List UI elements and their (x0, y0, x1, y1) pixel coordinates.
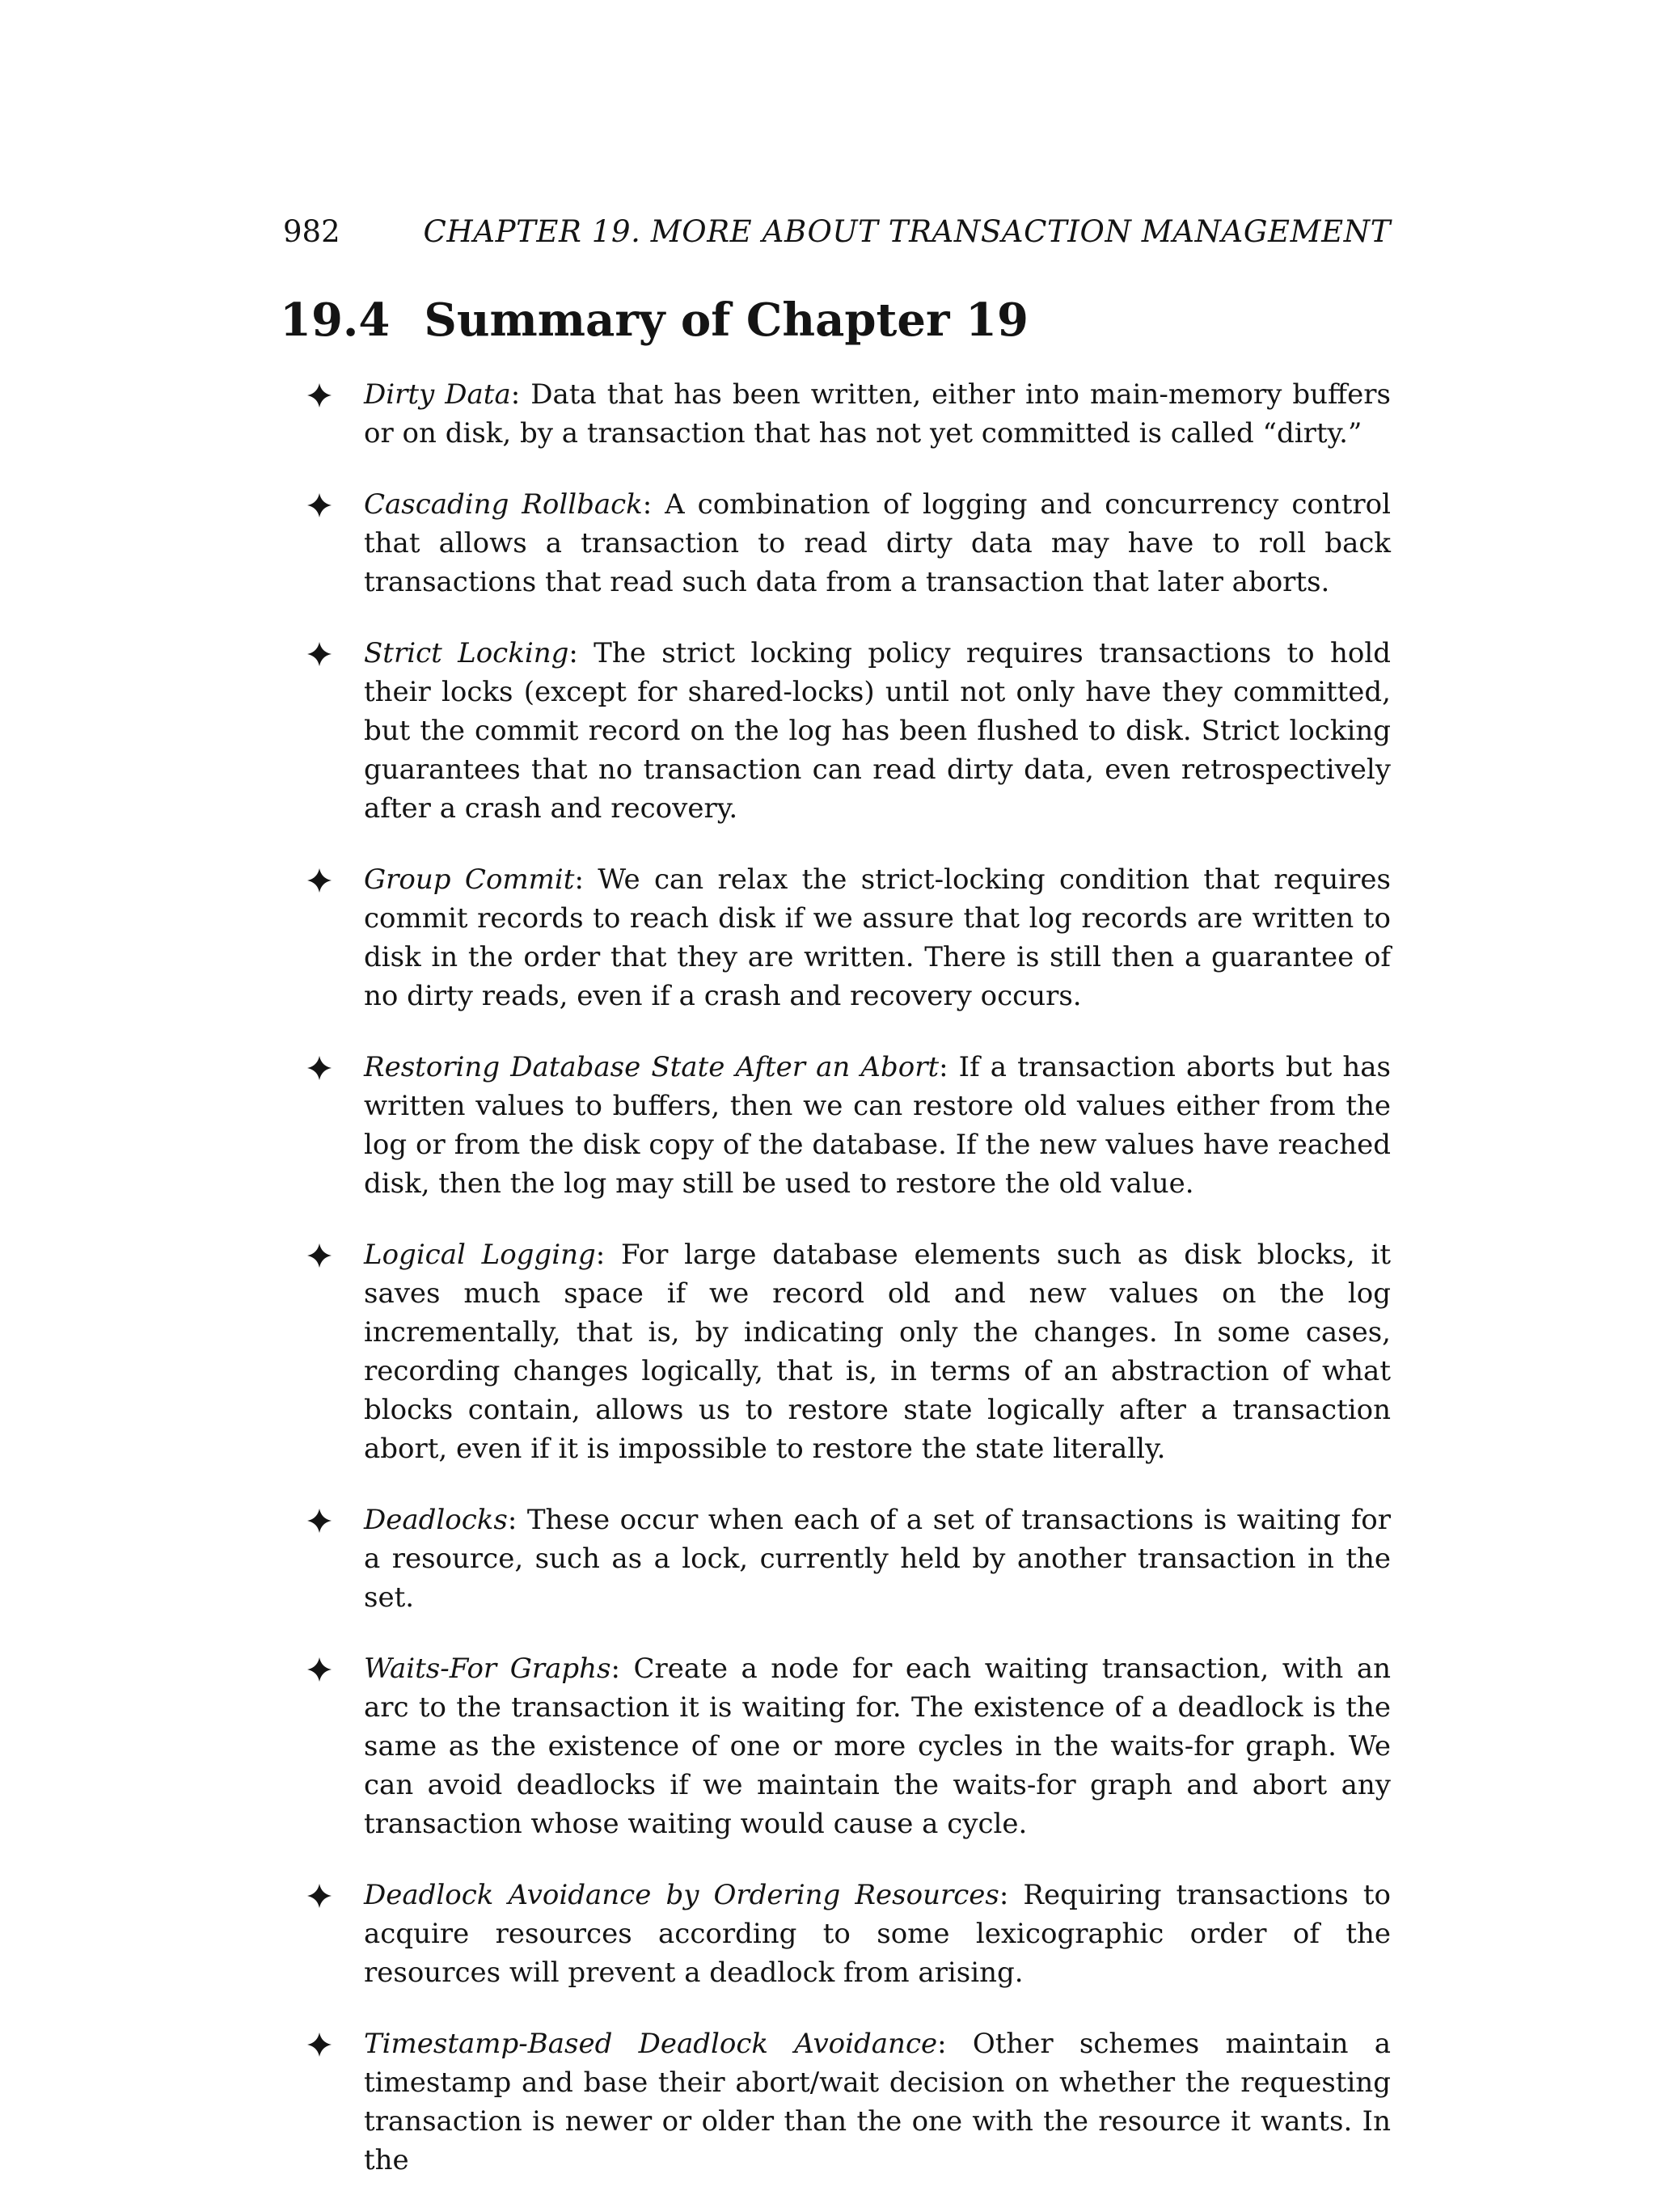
four-pointed-star-icon (307, 868, 332, 893)
item-term: Deadlock Avoidance by Ordering Resources (364, 1879, 999, 1911)
item-term: Cascading Rollback (364, 488, 643, 521)
item-term: Logical Logging (364, 1239, 596, 1271)
summary-item-waits-for-graphs: Waits-For Graphs: Create a node for each waiting transaction, with an arc to the transaction it is waiting for. The existence of a deadlock is the same as the existence of one or more cycles in the waits-for graph. We can avoid deadlocks if we maintain the waits-for graph and abort any transaction whose waiting would cause a cycle. (307, 1649, 1391, 1843)
item-text: A combination of logging and concurrency control that allows a transaction to read dirty data may have to roll back transactions that read such data from a transaction that later aborts. (364, 488, 1391, 598)
item-term: Strict Locking (364, 637, 569, 669)
summary-item-dirty-data: Dirty Data: Data that has been written, either into main-memory buffers or on disk, by a transaction that has not yet committed is called “dirty.” (307, 375, 1391, 453)
four-pointed-star-icon (307, 1243, 332, 1268)
page-number: 982 (283, 214, 340, 249)
item-text: Create a node for each waiting transaction, with an arc to the transaction it is waiting for. The existence of a deadlock is the same as the existence of one or more cycles in the waits-for graph. We can avoid deadlocks if we maintain the waits-for graph and abort any transaction whose waiting would cause a cycle. (364, 1653, 1391, 1840)
item-text: Data that has been written, either into main-memory buffers or on disk, by a transaction that has not yet committed is called “dirty.” (364, 378, 1392, 450)
item-text: Requiring transactions to acquire resources according to some lexicographic order of the resources will prevent a deadlock from arising. (364, 1879, 1391, 1989)
four-pointed-star-icon (307, 1056, 332, 1080)
four-pointed-star-icon (307, 383, 332, 407)
item-term: Waits-For Graphs (364, 1653, 611, 1685)
item-text: The strict locking policy requires transactions to hold their locks (except for shared-locks) until not only have they committed, but the commit record on the log has been flushed to disk. Strict locking guarantees that no transaction can read dirty data, even retrospectively after a crash and recovery. (364, 637, 1391, 825)
summary-item-deadlock-avoidance-ordering: Deadlock Avoidance by Ordering Resources: Requiring transactions to acquire resources according to some lexicographic order of the resources will prevent a deadlock from arising. (307, 1876, 1391, 1992)
four-pointed-star-icon (307, 2033, 332, 2057)
item-term: Timestamp-Based Deadlock Avoidance (364, 2028, 938, 2060)
summary-item-strict-locking: Strict Locking: The strict locking policy requires transactions to hold their locks (except for shared-locks) until not only have they committed, but the commit record on the log has been flushed to disk. Strict locking guarantees that no transaction can read dirty data, even retrospectively after a crash and recovery. (307, 634, 1391, 828)
summary-list (307, 375, 1391, 2212)
summary-item-logical-logging: Logical Logging: For large database elements such as disk blocks, it saves much space if we record old and new values on the log incrementally, that is, by indicating only the changes. In some cases, recording changes logically, that is, in terms of an abstraction of what blocks contain, allows us to restore state logically after a transaction abort, even if it is impossible to restore the state literally. (307, 1235, 1391, 1468)
section-title: Summary of Chapter 19 (424, 293, 1029, 347)
item-term: Dirty Data (364, 378, 511, 411)
four-pointed-star-icon (307, 1657, 332, 1682)
chapter-title: CHAPTER 19. MORE ABOUT TRANSACTION MANAGEMENT (423, 214, 1391, 249)
item-text: Other schemes maintain a timestamp and base their abort/wait decision on whether the requesting transaction is newer or older than the one with the resource it wants. In the (364, 2028, 1391, 2176)
item-text: We can relax the strict-locking condition that requires commit records to reach disk if we assure that log records are written to disk in the order that they are written. There is still then a guarantee of no dirty reads, even if a crash and recovery occurs. (364, 863, 1391, 1012)
item-term: Group Commit (364, 863, 575, 896)
item-text: These occur when each of a set of transactions is waiting for a resource, such as a lock, currently held by another transaction in the set. (364, 1504, 1391, 1614)
four-pointed-star-icon (307, 642, 332, 666)
item-term: Deadlocks (364, 1504, 508, 1536)
summary-item-restoring-database-state: Restoring Database State After an Abort: If a transaction aborts but has written values to buffers, then we can restore old values either from the log or from the disk copy of the database. If the new values have reached disk, then the log may still be used to restore the old value. (307, 1048, 1391, 1203)
summary-item-deadlocks: Deadlocks: These occur when each of a set of transactions is waiting for a resource, such as a lock, currently held by another transaction in the set. (307, 1501, 1391, 1617)
summary-item-group-commit: Group Commit: We can relax the strict-locking condition that requires commit records to reach disk if we assure that log records are written to disk in the order that they are written. There is still then a guarantee of no dirty reads, even if a crash and recovery occurs. (307, 860, 1391, 1015)
four-pointed-star-icon (307, 1884, 332, 1908)
summary-item-timestamp-deadlock-avoidance: Timestamp-Based Deadlock Avoidance: Other schemes maintain a timestamp and base their abort/wait decision on whether the requesting transaction is newer or older than the one with the resource it wants. In the (307, 2024, 1391, 2180)
section-heading (280, 291, 1029, 349)
four-pointed-star-icon (307, 1509, 332, 1533)
item-text: If a transaction aborts but has written values to buffers, then we can restore old values either from the log or from the disk copy of the database. If the new values have reached disk, then the log may still be used to restore the old value. (364, 1051, 1392, 1200)
section-number: 19.4 (280, 293, 391, 347)
item-text: For large database elements such as disk blocks, it saves much space if we record old and new values on the log incrementally, that is, by indicating only the changes. In some cases, recording changes logically, that is, in terms of an abstraction of what blocks contain, allows us to restore state logically after a transaction abort, even if it is impossible to restore the state literally. (364, 1239, 1392, 1465)
summary-item-cascading-rollback: Cascading Rollback: A combination of logging and concurrency control that allows a transaction to read dirty data may have to roll back transactions that read such data from a transaction that later aborts. (307, 485, 1391, 602)
four-pointed-star-icon (307, 493, 332, 517)
running-head (283, 212, 1391, 252)
item-term: Restoring Database State After an Abort (364, 1051, 940, 1083)
